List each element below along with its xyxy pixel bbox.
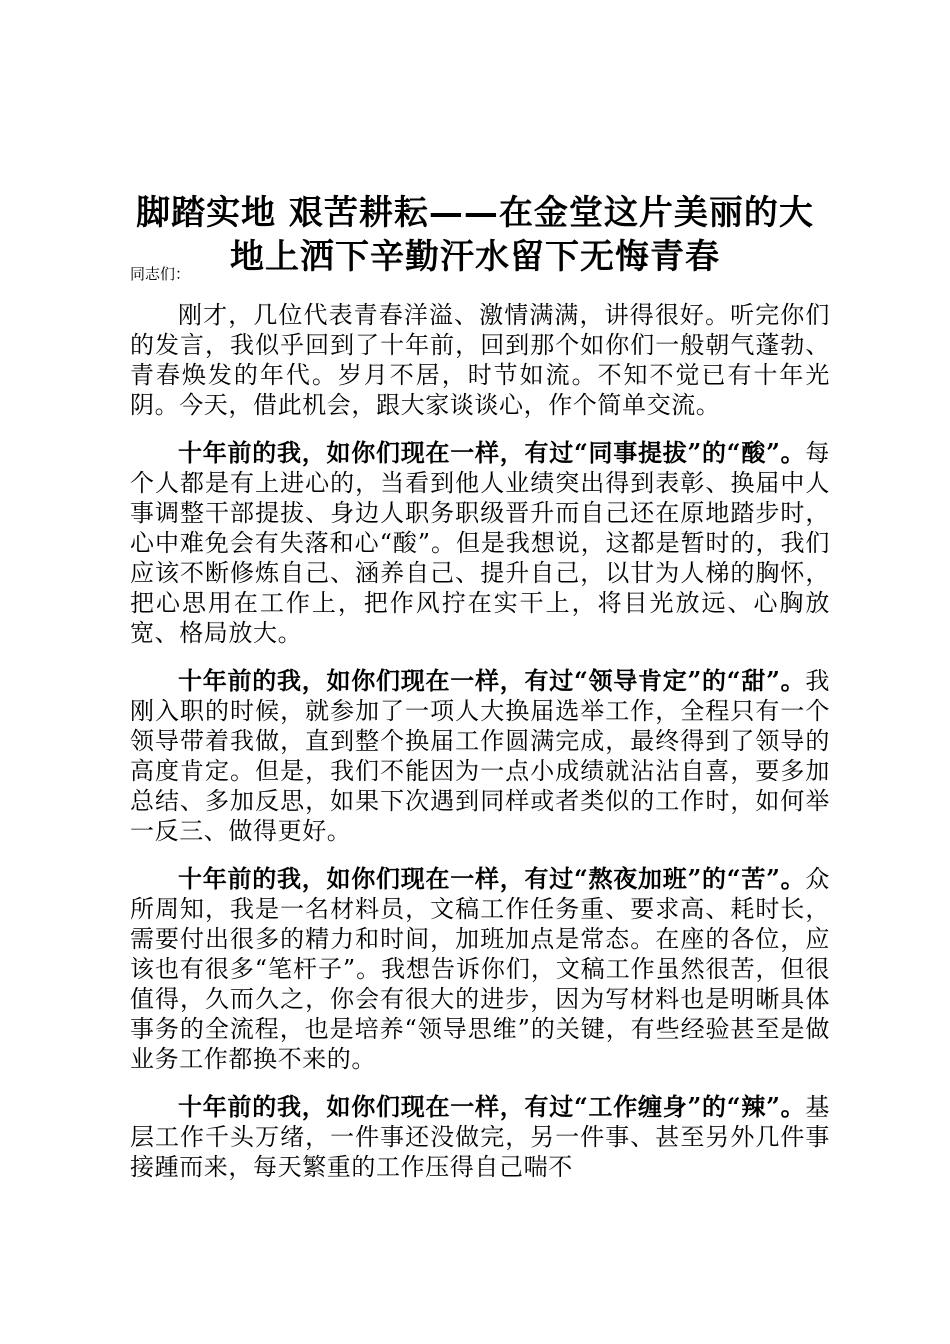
title-line-1: 脚踏实地 艰苦耕耘——在金堂这片美丽的大 (136, 192, 814, 233)
paragraph-lead: 十年前的我，如你们现在一样，有过“同事提拔”的“酸”。 (178, 438, 806, 467)
paragraph-3 (130, 666, 830, 846)
paragraph-lead: 十年前的我，如你们现在一样，有过“领导肯定”的“甜”。 (178, 666, 806, 695)
paragraph-1 (130, 300, 830, 420)
paragraph-2 (130, 438, 830, 648)
paragraph-5 (130, 1092, 830, 1182)
paragraph-text: 刚才，几位代表青春洋溢、激情满满，讲得很好。听完你们的发言，我似乎回到了十年前，回到那个如你们一般朝气蓬勃、青春焕发的年代。岁月不居，时节如流。不知不觉已有十年光阴。今天，借此机会，跟大家谈谈心，作个简单交流。 (130, 301, 830, 419)
document-body (130, 300, 830, 1200)
title-line-2: 地上洒下辛勤汗水留下无悔青春 (230, 236, 720, 277)
paragraph-text: 每个人都是有上进心的，当看到他人业绩突出得到表彰、换届中人事调整干部提拔、身边人职务职级晋升而自己还在原地踏步时，心中难免会有失落和心“酸”。但是我想说，这都是暂时的，我们应该不断修炼自己、涵养自己、提升自己，以甘为人梯的胸怀，把心思用在工作上，把作风拧在实干上，将目光放远、心胸放宽、格局放大。 (130, 439, 830, 647)
document-title (118, 191, 832, 279)
salutation: 同志们： (130, 265, 191, 283)
paragraph-lead: 十年前的我，如你们现在一样，有过“工作缠身”的“辣”。 (178, 1092, 806, 1121)
paragraph-4 (130, 864, 830, 1074)
paragraph-text: 基层工作千头万绪，一件事还没做完，另一件事、甚至另外几件事接踵而来，每天繁重的工作压得自己喘不 (130, 1093, 830, 1181)
paragraph-text: 众所周知，我是一名材料员，文稿工作任务重、要求高、耗时长，需要付出很多的精力和时间，加班加点是常态。在座的各位，应该也有很多“笔杆子”。我想告诉你们，文稿工作虽然很苦，但很值得，久而久之，你会有很大的进步，因为写材料也是明晰具体事务的全流程，也是培养“领导思维”的关键，有些经验甚至是做业务工作都换不来的。 (130, 865, 830, 1073)
paragraph-text: 我刚入职的时候，就参加了一项人大换届选举工作，全程只有一个领导带着我做，直到整个换届工作圆满完成，最终得到了领导的高度肯定。但是，我们不能因为一点小成绩就沾沾自喜，要多加总结、多加反思，如果下次遇到同样或者类似的工作时，如何举一反三、做得更好。 (130, 667, 830, 845)
paragraph-lead: 十年前的我，如你们现在一样，有过“熬夜加班”的“苦”。 (178, 864, 806, 893)
